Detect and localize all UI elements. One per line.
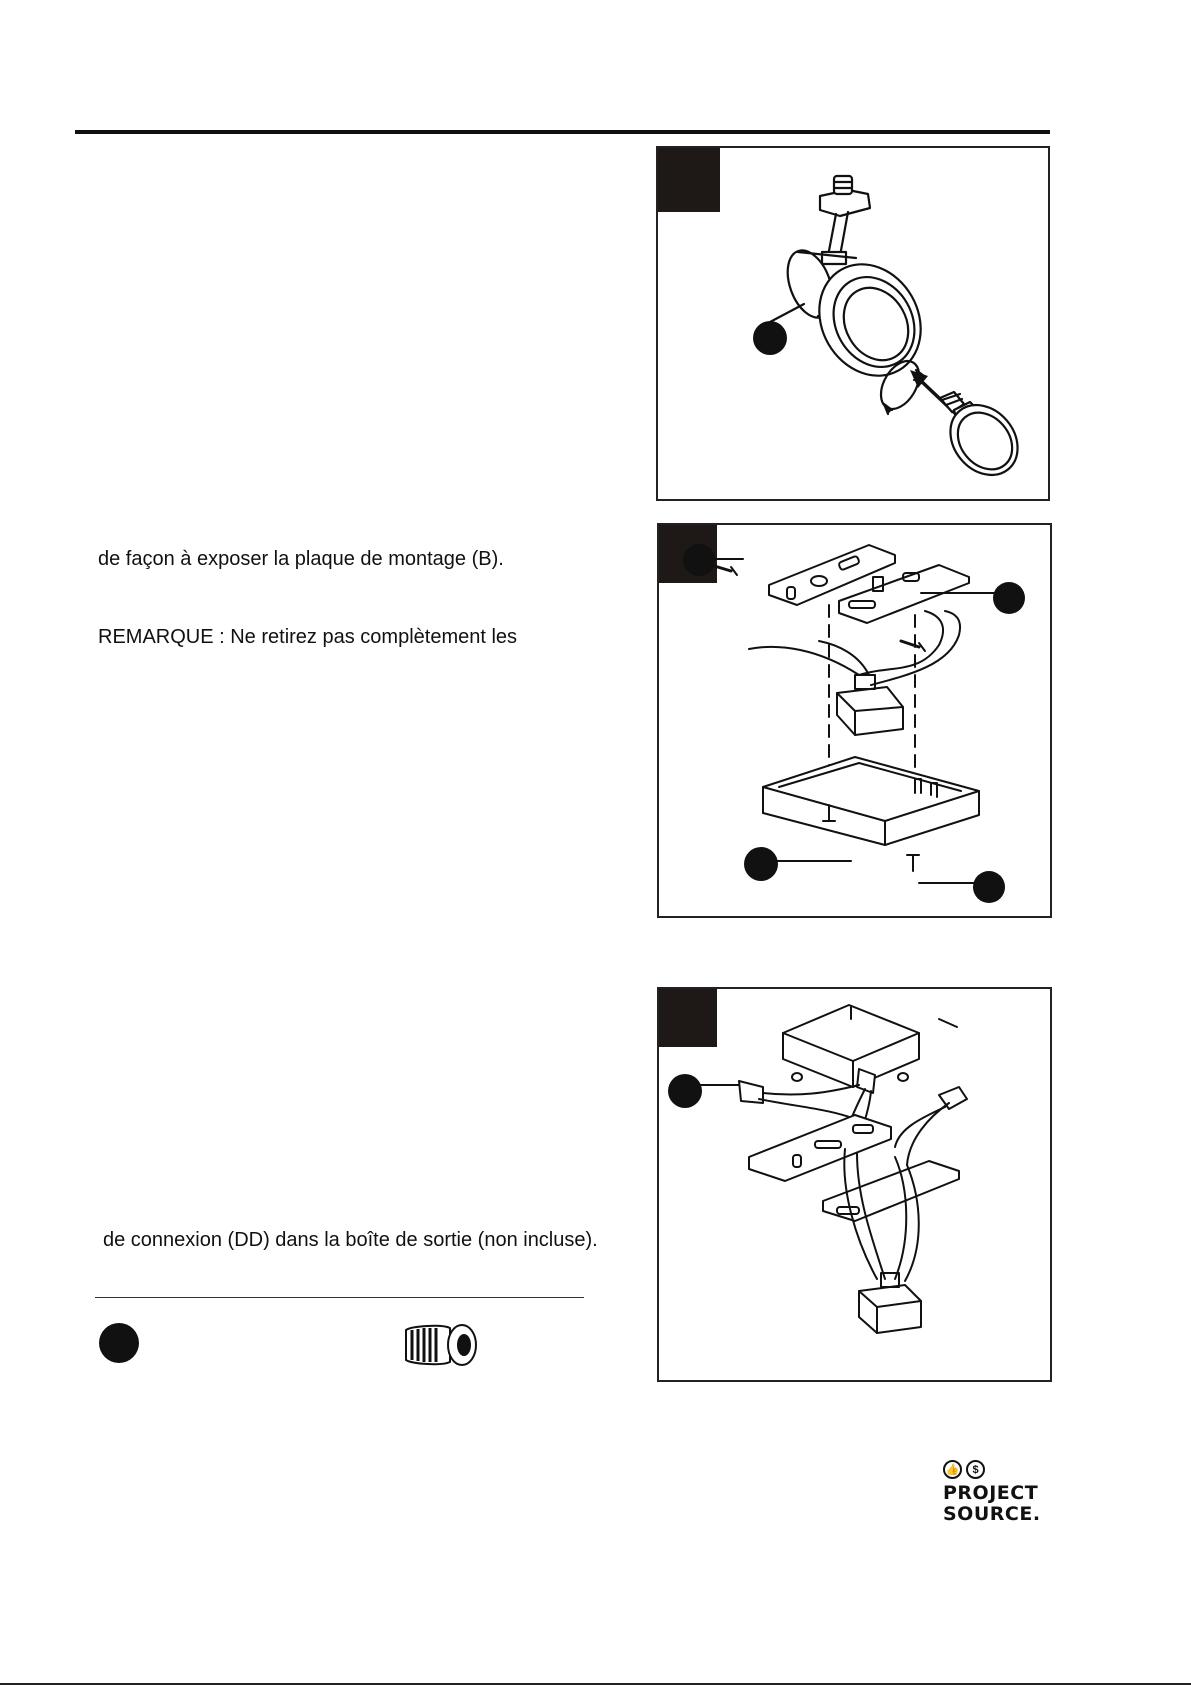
figure-panel-1 [656, 146, 1050, 501]
thumbs-up-icon: 👍 [943, 1460, 962, 1479]
dollar-icon: $ [966, 1460, 985, 1479]
brand-logo [943, 1460, 1063, 1525]
track-head-bulb-illustration [658, 148, 1050, 501]
part-callout-dot [753, 321, 787, 355]
part-callout-dot [973, 871, 1005, 903]
header-rule [75, 130, 1050, 134]
figure-panel-2 [657, 523, 1052, 918]
part-callout-dot [668, 1074, 702, 1108]
part-callout-dot [683, 544, 715, 576]
part-callout-dot [744, 847, 778, 881]
note-text-line: REMARQUE : Ne retirez pas complètement les [98, 626, 518, 648]
instruction-text-line: de façon à exposer la plaque de montage (B). [98, 548, 504, 570]
hardware-divider [95, 1297, 584, 1298]
wiring-illustration [659, 989, 1052, 1382]
instruction-text-line: de connexion (DD) dans la boîte de sortie (non incluse). [103, 1229, 598, 1251]
hardware-callout-dot [99, 1323, 139, 1363]
wire-connector-icon [402, 1322, 478, 1370]
mounting-plate-illustration [659, 525, 1052, 918]
brand-name-line: SOURCE. [943, 1503, 1041, 1525]
figure-panel-3 [657, 987, 1052, 1382]
brand-name-line: PROJECT [943, 1482, 1039, 1504]
brand-icons [943, 1460, 1063, 1479]
part-callout-dot [993, 582, 1025, 614]
